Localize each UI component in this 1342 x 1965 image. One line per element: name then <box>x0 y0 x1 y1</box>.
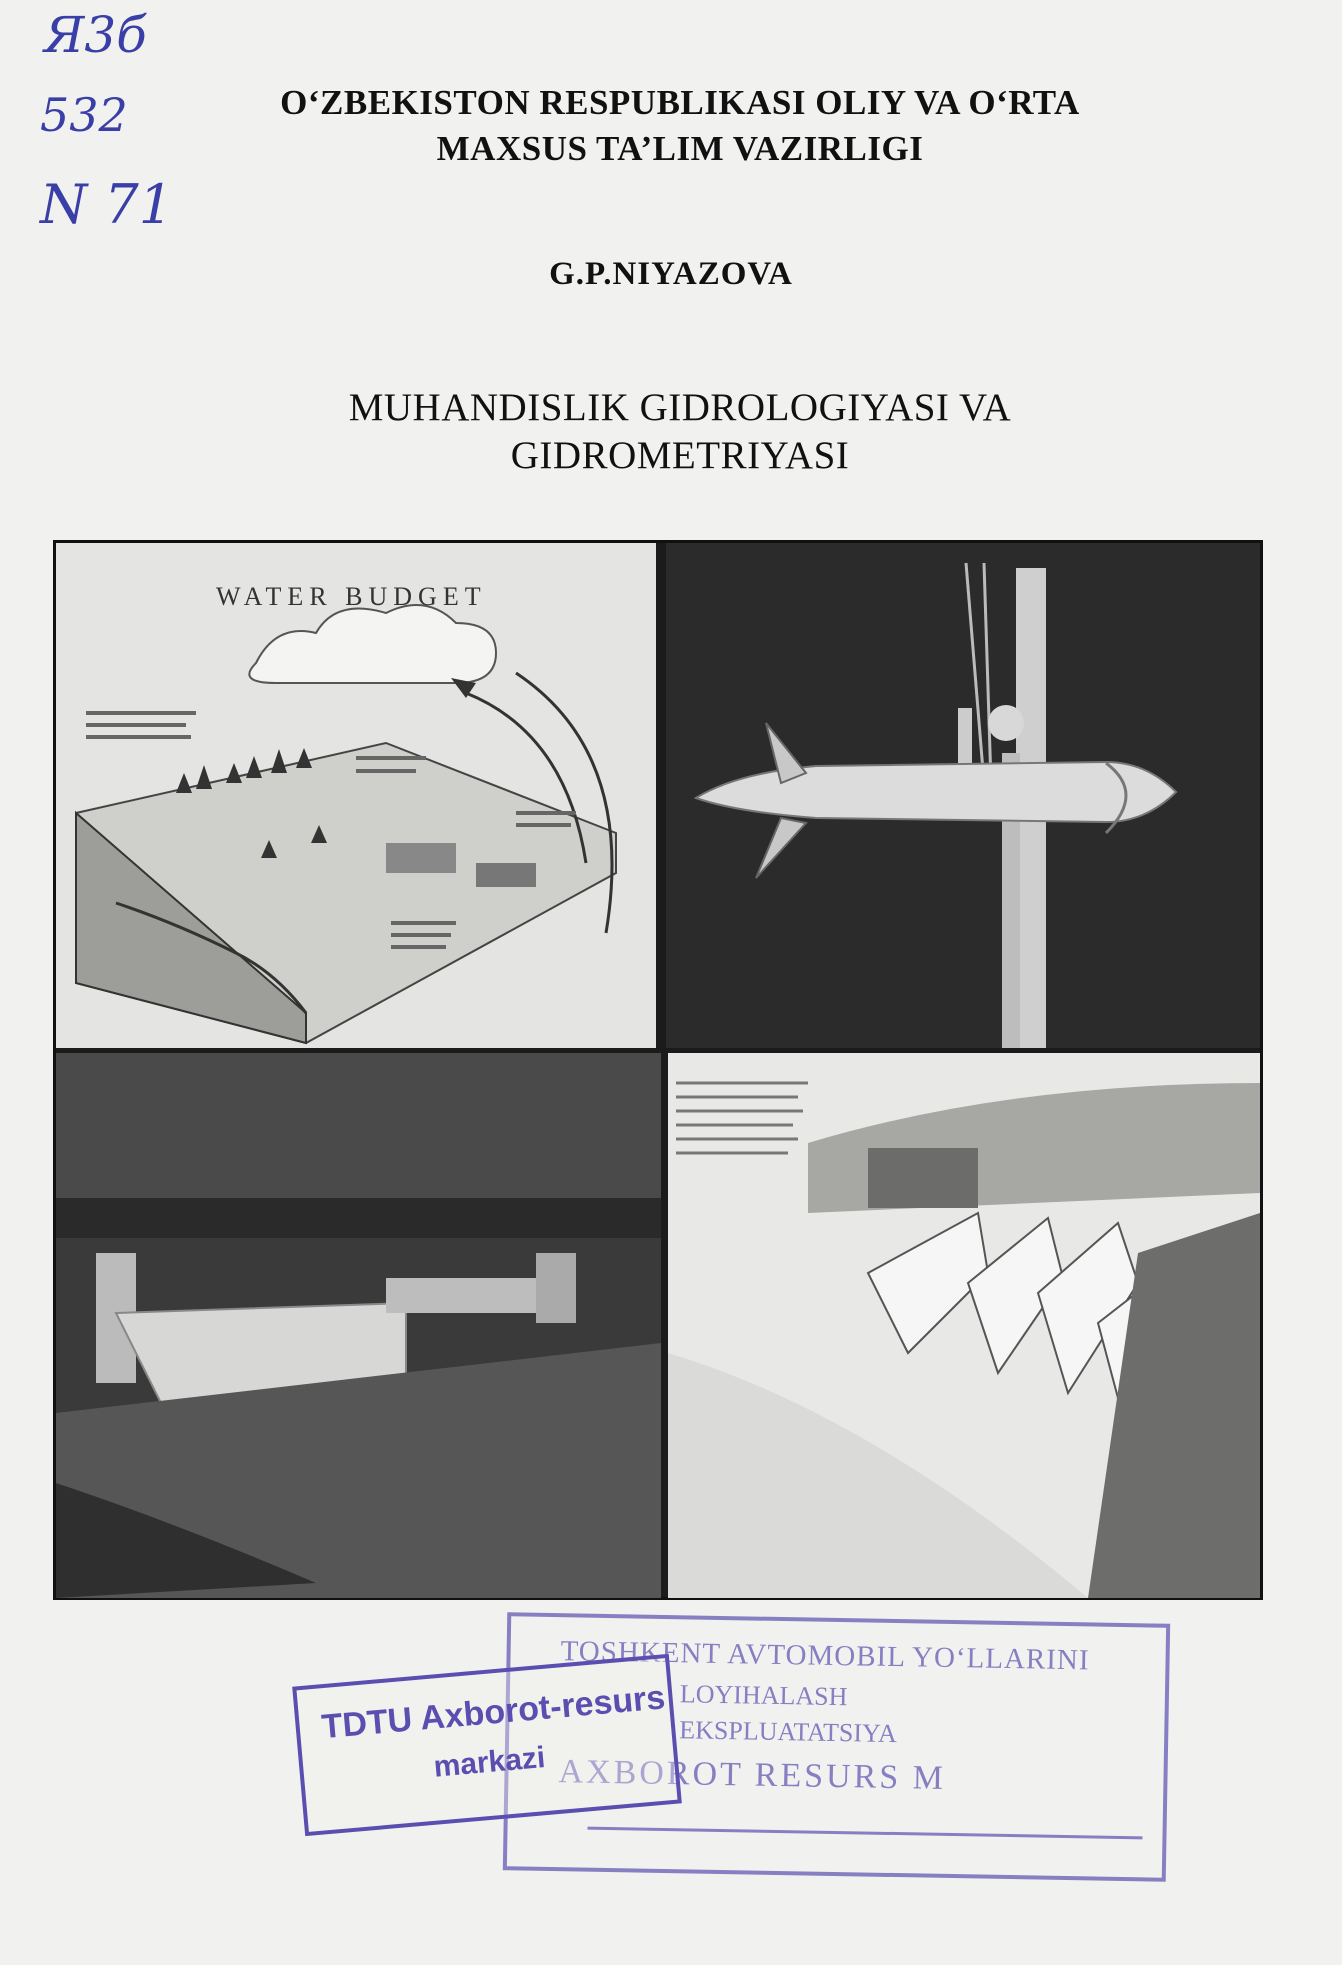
weir-dam-photo <box>56 1053 661 1598</box>
tdtu-stamp-line-2: markazi <box>432 1741 547 1784</box>
water-budget-heading: WATER BUDGET <box>216 582 487 611</box>
library-stamp-line-2: LOYIHALASH <box>679 1679 848 1712</box>
library-stamp-line-4: AXBOROT RESURS M <box>558 1753 947 1797</box>
tdtu-stamp-line-1: TDTU Axborot-resurs <box>320 1678 667 1747</box>
ministry-line-1: O‘ZBEKISTON RESPUBLIKASI OLIY VA O‘RTA <box>280 83 1080 122</box>
ministry-line-2: MAXSUS TA’LIM VAZIRLIGI <box>436 129 924 168</box>
author-name: G.P.NIYAZOVA <box>549 256 793 292</box>
current-meter-photo <box>666 543 1260 1048</box>
handwritten-mark-1: Я3б <box>44 6 147 64</box>
cover-illustration-collage <box>53 540 1263 1600</box>
water-budget-diagram <box>56 543 656 1048</box>
handwritten-mark-3: N 71 <box>40 173 174 236</box>
ministry-header <box>150 80 1210 172</box>
title-line-2: GIDROMETRIYASI <box>510 434 850 477</box>
library-stamp-line-1: TOSHKENT AVTOMOBIL YO‘LLARINI <box>560 1635 1090 1677</box>
title-line-1: MUHANDISLIK GIDROLOGIYASI VA <box>348 386 1012 429</box>
library-stamp-line-3: EKSPLUATATSIYA <box>679 1715 897 1749</box>
spillway-illustration <box>668 1053 1260 1598</box>
library-stamp-signature-line <box>588 1827 1143 1840</box>
handwritten-mark-2: 532 <box>40 88 128 142</box>
book-title <box>140 384 1220 480</box>
